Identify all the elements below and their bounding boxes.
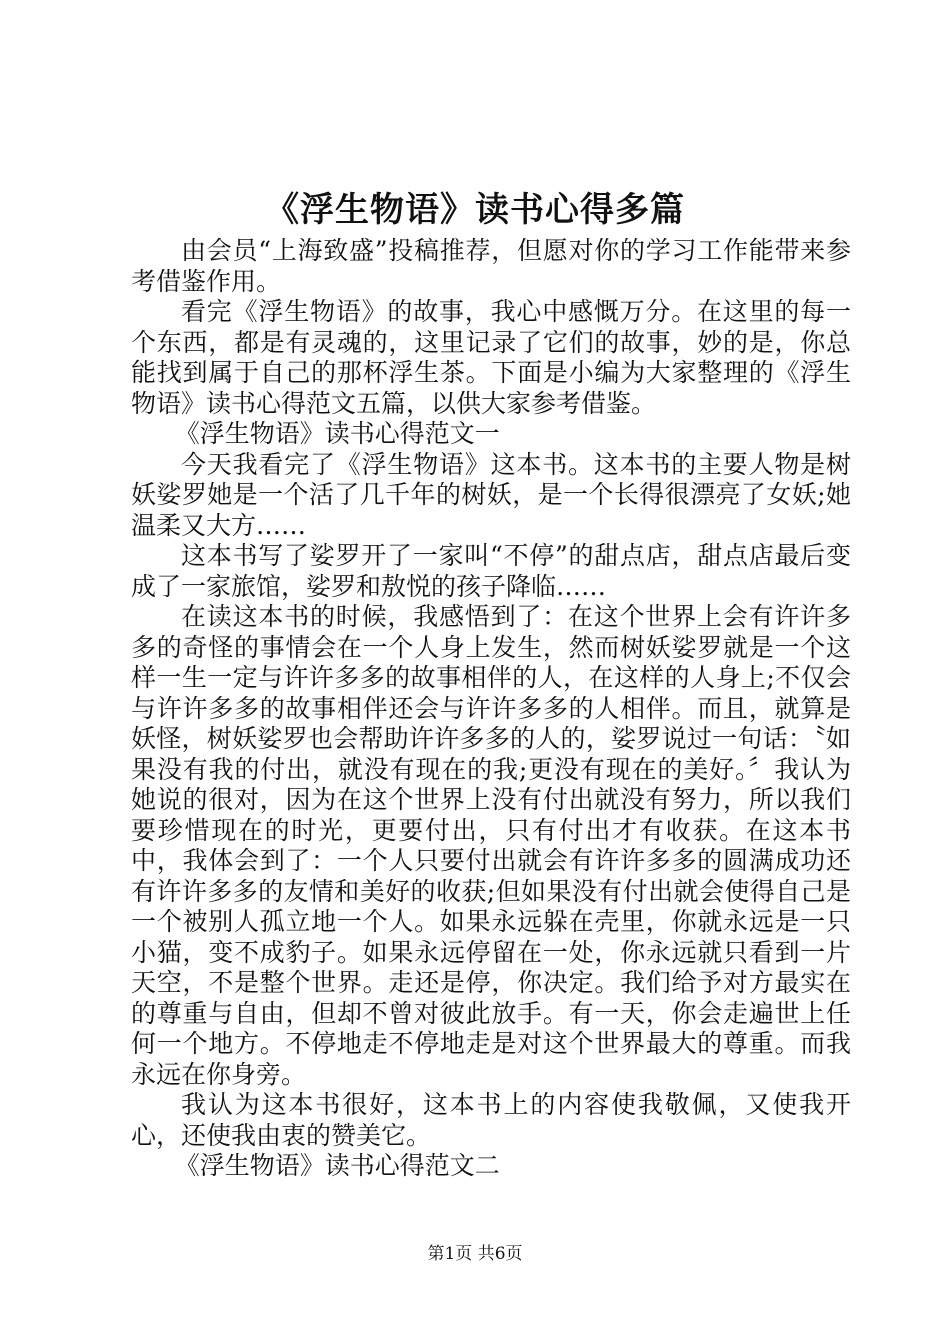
- body-paragraph: 今天我看完了《浮生物语》这本书。这本书的主要人物是树妖娑罗她是一个活了几千年的树妖，是一个长得很漂亮了女妖;她温柔又大方……: [131, 449, 851, 540]
- document-body: [131, 236, 851, 1182]
- body-paragraph: 这本书写了娑罗开了一家叫“不停”的甜点店，甜点店最后变成了一家旅馆，娑罗和敖悦的孩子降临……: [131, 541, 851, 601]
- intro-paragraph: 由会员“上海致盛”投稿推荐，但愿对你的学习工作能带来参考借鉴作用。: [131, 236, 851, 296]
- page-number-footer: 第1页 共6页: [427, 1244, 523, 1264]
- section-heading-one: 《浮生物语》读书心得范文一: [174, 419, 500, 448]
- section-heading-two: 《浮生物语》读书心得范文二: [174, 1151, 500, 1180]
- body-paragraph: 我认为这本书很好，这本书上的内容使我敬佩，又使我开心，还使我由衷的赞美它。: [131, 1090, 851, 1150]
- body-paragraph: 在读这本书的时候，我感悟到了：在这个世界上会有许许多多的奇怪的事情会在一个人身上发生，然而树妖娑罗就是一个这样一生一定与许许多多的故事相伴的人，在这样的人身上;不仅会与许许多多的故事相伴还会与许许多多的人相伴。而且，就算是妖怪，树妖娑罗也会帮助许许多多的人的，娑罗说过一句话：〝如果没有我的付出，就没有现在的我;更没有现在的美好。〞我认为她说的很对，因为在这个世界上没有付出就没有努力，所以我们要珍惜现在的时光，更要付出，只有付出才有收获。在这本书中，我体会到了：一个人只要付出就会有许许多多的圆满成功还有许许多多的友情和美好的收获;但如果没有付出就会使得自己是一个被别人孤立地一个人。如果永远躲在壳里，你就永远是一只小猫，变不成豹子。如果永远停留在一处，你永远就只看到一片天空，不是整个世界。走还是停，你决定。我们给予对方最实在的尊重与自由，但却不曾对彼此放手。有一天，你会走遍世上任何一个地方。不停地走不停地走是对这个世界最大的尊重。而我永远在你身旁。: [131, 602, 851, 1089]
- document-title: 《浮生物语》读书心得多篇: [265, 190, 685, 230]
- overview-paragraph: 看完《浮生物语》的故事，我心中感慨万分。在这里的每一个东西，都是有灵魂的，这里记录了它们的故事，妙的是，你总能找到属于自己的那杯浮生茶。下面是小编为大家整理的《浮生物语》读书心得范文五篇，以供大家参考借鉴。: [131, 297, 851, 418]
